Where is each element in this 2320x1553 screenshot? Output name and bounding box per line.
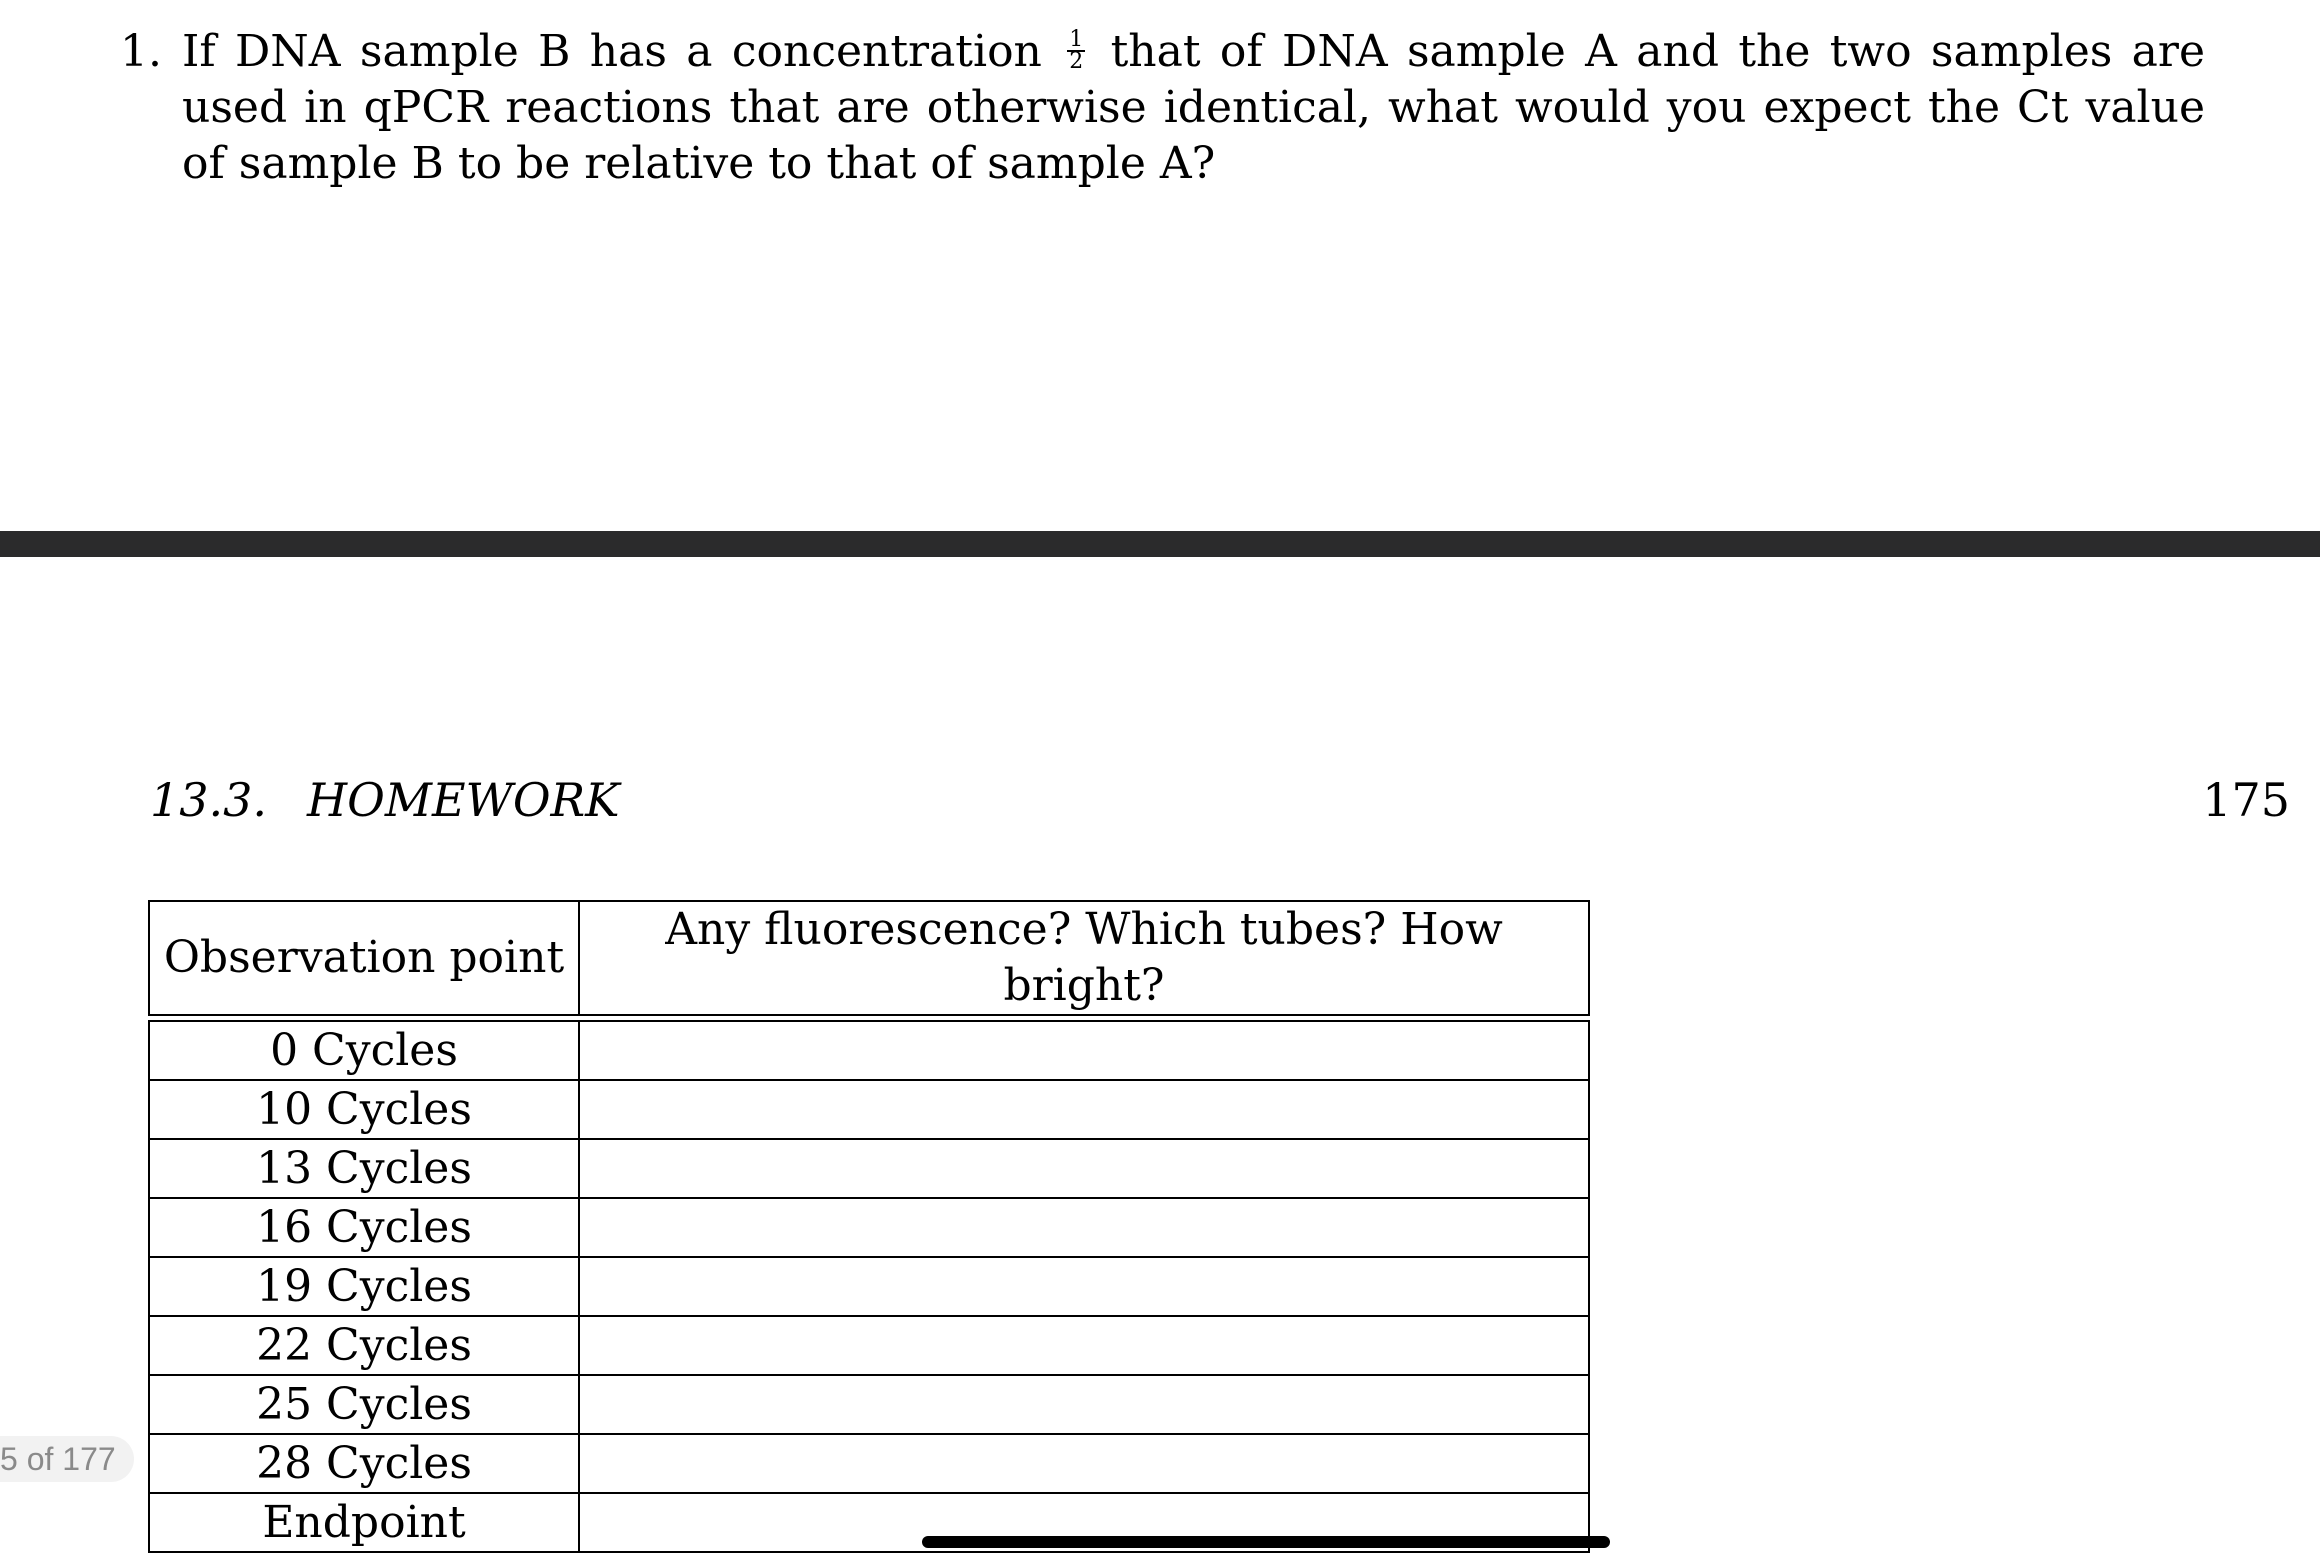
question-number: 1. (120, 26, 162, 77)
observation-answer-cell[interactable] (579, 1021, 1589, 1080)
observation-point-cell: Endpoint (149, 1493, 579, 1552)
observation-point-cell: 10 Cycles (149, 1080, 579, 1139)
header-observation-point: Observation point (149, 901, 579, 1015)
observation-answer-cell[interactable] (579, 1316, 1589, 1375)
page-counter-badge[interactable]: 5 of 177 (0, 1436, 134, 1482)
page-divider (0, 531, 2320, 557)
table-row (149, 1139, 1589, 1198)
observation-answer-cell[interactable] (579, 1257, 1589, 1316)
observation-answer-cell[interactable] (579, 1080, 1589, 1139)
observation-point-cell: 19 Cycles (149, 1257, 579, 1316)
table-header-row (149, 901, 1589, 1015)
observation-answer-cell[interactable] (579, 1139, 1589, 1198)
observation-point-cell: 25 Cycles (149, 1375, 579, 1434)
table-row (149, 1080, 1589, 1139)
table-row (149, 1257, 1589, 1316)
question-1 (120, 24, 2205, 192)
observation-answer-cell[interactable] (579, 1198, 1589, 1257)
section-number: 13.3. (150, 773, 268, 827)
observation-table (148, 900, 1590, 1553)
one-half-fraction (1067, 26, 1085, 74)
page-number: 175 (2202, 773, 2290, 827)
table-row (149, 1316, 1589, 1375)
observation-point-cell: 16 Cycles (149, 1198, 579, 1257)
observation-point-cell: 0 Cycles (149, 1021, 579, 1080)
table-row (149, 1198, 1589, 1257)
section-title: HOMEWORK (307, 773, 620, 827)
home-indicator-bar[interactable] (922, 1536, 1610, 1548)
table-row (149, 1375, 1589, 1434)
table-row (149, 1434, 1589, 1493)
running-header (150, 770, 620, 830)
observation-point-cell: 22 Cycles (149, 1316, 579, 1375)
observation-answer-cell[interactable] (579, 1375, 1589, 1434)
header-fluorescence: Any fluorescence? Which tubes? How bright? (579, 901, 1589, 1015)
question-text-part-1: If DNA sample B has a concentration (182, 26, 1042, 77)
observation-answer-cell[interactable] (579, 1434, 1589, 1493)
observation-point-cell: 13 Cycles (149, 1139, 579, 1198)
question-text (182, 24, 2205, 192)
question-text-part-2: that of DNA sample A and the two samples are used in qPCR reactions that are otherwise identical, what would you expect the Ct value of sample B to be relative to that of sample A? (182, 26, 2205, 189)
fraction-denominator: 2 (1069, 48, 1084, 74)
fraction-numerator: 1 (1069, 26, 1084, 52)
observation-point-cell: 28 Cycles (149, 1434, 579, 1493)
table-row (149, 1021, 1589, 1080)
